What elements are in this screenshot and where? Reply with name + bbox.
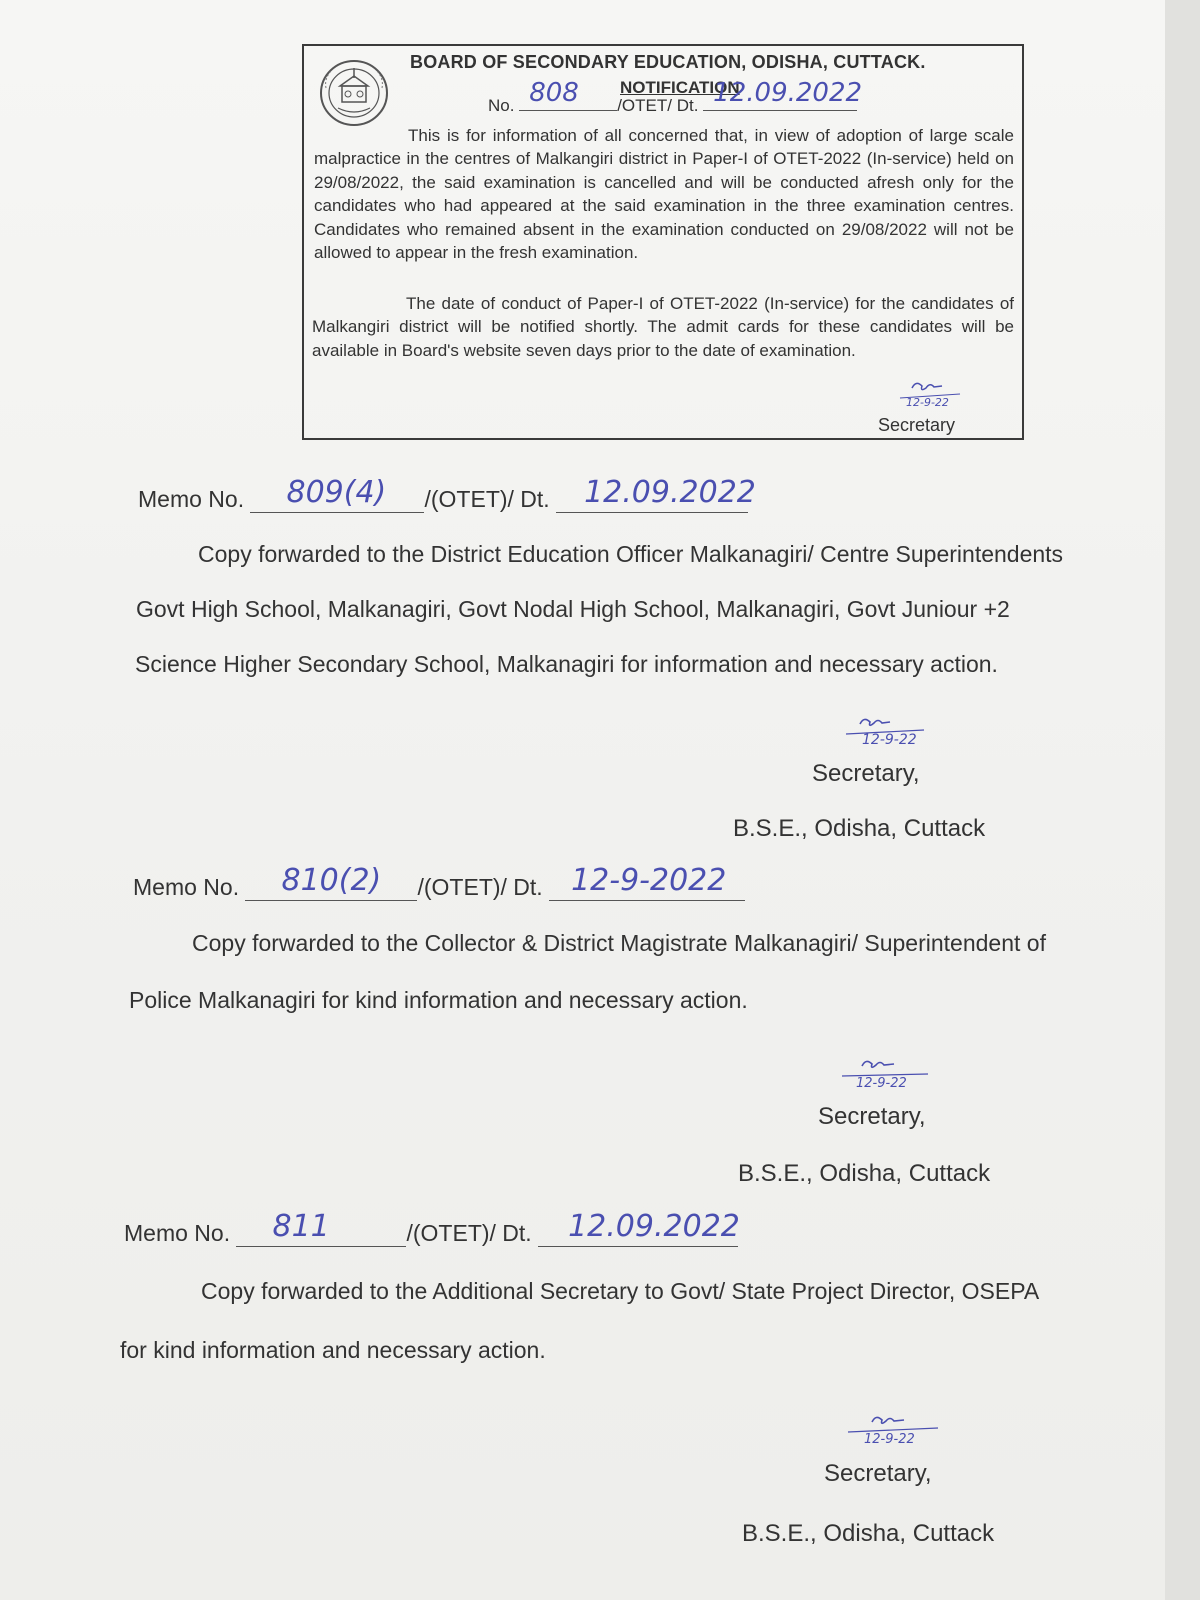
memo-1-line-1: Copy forwarded to the District Education Officer Malkanagiri/ Centre Superintendents	[198, 541, 1064, 567]
memo-1-suffix: /(OTET)/ Dt.	[424, 486, 550, 512]
memo-2-number-field	[245, 863, 417, 901]
notification-heading: NOTIFICATION	[620, 78, 740, 97]
memo-2-line-1: Copy forwarded to the Collector & District Magistrate Malkanagiri/ Superintendent of	[192, 930, 1046, 956]
memo-3-header	[124, 1209, 740, 1247]
memo-2-signature-date: 12-9-22	[856, 1076, 907, 1091]
memo-3-office: B.S.E., Odisha, Cuttack	[742, 1520, 995, 1547]
memo-2-signature	[836, 1054, 946, 1099]
memo-3-date: 12.09.2022	[568, 1209, 740, 1244]
memo-2-date: 12-9-2022	[571, 863, 727, 898]
memo-1-label: Memo No.	[138, 486, 245, 512]
memo-3-number-field	[236, 1209, 406, 1247]
notification-paragraph-1: This is for information of all concerned that, in view of adoption of large scale malpractice in the centres of Malkangiri district in Paper-I of OTET-2022 (In-service) held on 29/08/2022, the said examination is cancelled and will be conducted afresh only for the candidates who had appeared at the said examination in the three examination centres. Candidates who remained absent in the examination conducted on 29/08/2022 will not be allowed to appear in the fresh examination.	[314, 126, 1014, 263]
memo-3-line-2: for kind information and necessary action.	[120, 1337, 546, 1363]
memo-1-signature-date: 12-9-22	[862, 732, 917, 748]
memo-3-date-field	[538, 1209, 740, 1247]
memo-2-suffix: /(OTET)/ Dt.	[417, 874, 543, 900]
date-value: 12.09.2022	[713, 78, 863, 108]
memo-1-line-3: Science Higher Secondary School, Malkanagiri for information and necessary action.	[135, 651, 998, 677]
page-edge-shadow	[1165, 0, 1200, 1600]
memo-2-header	[133, 863, 745, 901]
memo-3-signature-date: 12-9-22	[864, 1432, 915, 1447]
memo-1-signature	[832, 712, 942, 757]
memo-2-office: B.S.E., Odisha, Cuttack	[738, 1160, 991, 1187]
memo-2-label: Memo No.	[133, 874, 240, 900]
board-seal-emblem	[318, 58, 390, 128]
memo-3-number: 811	[272, 1209, 330, 1244]
notification-signatory: Secretary	[878, 415, 956, 435]
no-label: No.	[488, 96, 515, 115]
memo-1-header	[138, 475, 756, 513]
memo-2-number: 810(2)	[281, 863, 382, 898]
memo-2-date-field	[549, 863, 745, 901]
memo-1-date-field	[556, 475, 756, 513]
notification-paragraph-2: The date of conduct of Paper-I of OTET-2022 (In-service) for the candidates of Malkangiri district will be notified shortly. The admit cards for these candidates will be available in Board's website seven days prior to the date of examination.	[312, 294, 1014, 360]
memo-2-line-2: Police Malkanagiri for kind information and necessary action.	[129, 987, 748, 1013]
memo-3-line-1: Copy forwarded to the Additional Secretary to Govt/ State Project Director, OSEPA	[201, 1278, 1040, 1304]
board-title: BOARD OF SECONDARY EDUCATION, ODISHA, CUTTACK.	[410, 52, 926, 72]
notification-signature-date: 12-9-22	[906, 396, 949, 409]
memo-1-line-2: Govt High School, Malkanagiri, Govt Nodal High School, Malkanagiri, Govt Juniour +2	[136, 596, 1010, 622]
memo-1-date: 12.09.2022	[584, 475, 756, 510]
memo-3-signature	[842, 1412, 952, 1457]
memo-2-signatory: Secretary,	[818, 1103, 926, 1130]
notification-signature	[890, 378, 980, 419]
memo-3-label: Memo No.	[124, 1220, 231, 1246]
memo-3-signatory: Secretary,	[824, 1460, 932, 1487]
memo-1-office: B.S.E., Odisha, Cuttack	[733, 815, 986, 842]
no-field	[519, 78, 617, 111]
memo-3-suffix: /(OTET)/ Dt.	[406, 1220, 532, 1246]
no-value: 808	[529, 78, 579, 108]
no-suffix: /OTET/ Dt.	[617, 96, 699, 115]
memo-1-number: 809(4)	[286, 475, 387, 510]
date-field	[703, 78, 863, 111]
memo-1-number-field	[250, 475, 424, 513]
memo-1-signatory: Secretary,	[812, 760, 920, 787]
